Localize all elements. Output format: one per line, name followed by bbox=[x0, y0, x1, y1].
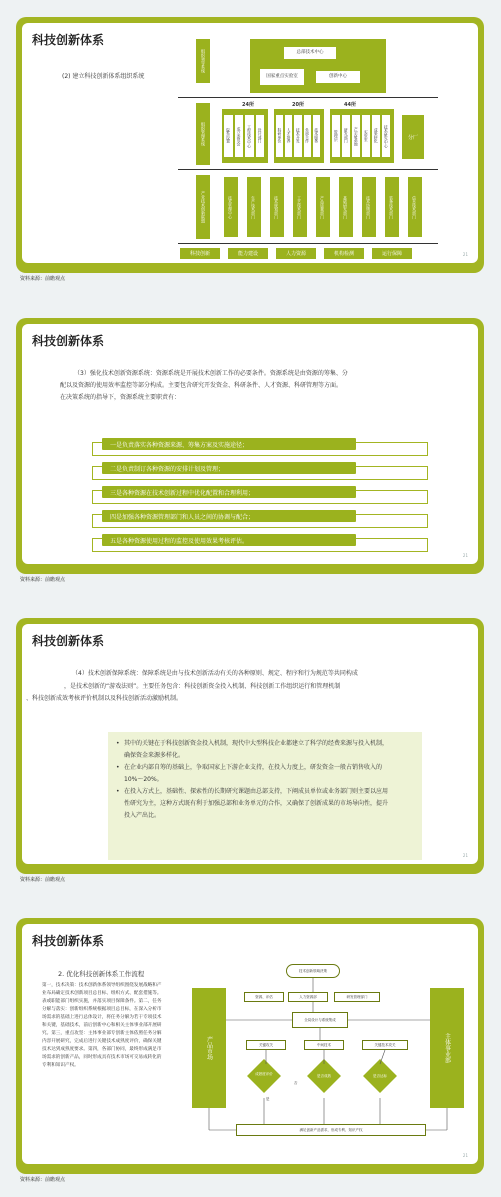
flow-node: 关键技术攻关 bbox=[362, 1040, 408, 1050]
slide-2-paragraph bbox=[60, 368, 450, 404]
exec-unit-box: 信息技术部门 bbox=[408, 177, 422, 237]
bullet-item: • 在投入方式上，基础性、探索性的长期研究课题由总部支持，下阐成员单位或业务部门则主要以应用 bbox=[116, 786, 414, 798]
duty-item: 一是负责落实各种资源来源、筹集方案及实施途径； bbox=[102, 438, 356, 450]
paragraph-line: （3）强化技术创新资源系统：资源系统是开展技术创新工作的必要条件。资源系统是由资源的筹集、分 bbox=[74, 370, 348, 377]
slide-4-paragraph: 第一，技术决策：技术创新体系领导组织围绕发展战略和产业布局确定技术创新项目总目标、组织方式、配套措施等。表或职能部门组织实施，并落实项目保障条件。第二，任务分解与落实：创新组织系统根据项目总目标，在深入分析市场需求的基础上进行总体设计，将任务分解为若干专项技术和关键，基础技术，前后创新中心和相关主体事业部开展研究。第三，重点攻坚：主体事业部专创新主体依照任务分解内容开展研究，完成后进行关键技术成熟度评价，确保关键技术达到成熟度要求。第四，各部门协同，最终形成满足市场需求的创新产品，同时形成具有技术市场可交易成转化的专利和知识产权。 bbox=[42, 983, 162, 1069]
footer-box: 机构检测 bbox=[324, 248, 364, 259]
slide-4-content bbox=[22, 924, 478, 1164]
group-item: 院系设置 bbox=[224, 115, 233, 157]
page-number: 21 bbox=[462, 252, 468, 257]
duty-item: 二是负责制订各种资源的安排计划及管理； bbox=[102, 462, 356, 474]
slide-2 bbox=[16, 318, 484, 583]
slide-title: 科技创新体系 bbox=[32, 634, 105, 648]
exec-unit-box: 工艺技术部门 bbox=[293, 177, 307, 237]
innovation-center: 创新中心 bbox=[316, 71, 360, 83]
footer-box: 能力建设 bbox=[228, 248, 268, 259]
slide-1 bbox=[16, 17, 484, 282]
slide-title: 科技创新体系 bbox=[32, 334, 105, 348]
exec-unit-box: 产品质量部门 bbox=[316, 177, 330, 237]
duty-item: 四是加强各种资源管理部门和人员之间的协调与配合； bbox=[102, 510, 356, 522]
group-count: 44所 bbox=[344, 102, 356, 108]
paragraph-line: 在决策系统的指导下，资源系统主要职责有： bbox=[60, 394, 181, 401]
group-item: 人才培养 bbox=[285, 115, 292, 157]
group-item: 管理层 bbox=[332, 115, 340, 157]
group-item: 成立委员会 bbox=[235, 115, 244, 157]
branch-box: 分厂 bbox=[402, 115, 424, 159]
flow-row1-box: 人力资源部 bbox=[288, 992, 328, 1002]
exec-unit-box: 生产技术部门 bbox=[247, 177, 261, 237]
group-item: 技术服务 bbox=[313, 115, 320, 157]
slide-4-subtitle: 2. 优化科技创新体系工作流程 bbox=[58, 970, 145, 978]
duty-item: 五是各种资源使用过程的监控及使用效果考核评估。 bbox=[102, 534, 356, 546]
group-item: 研发部门 bbox=[342, 115, 350, 157]
slide-3 bbox=[16, 618, 484, 883]
exec-unit-box: 技术协调部门 bbox=[362, 177, 376, 237]
hq-tech-center: 总部技术中心 bbox=[284, 47, 336, 59]
page-number: 21 bbox=[462, 853, 468, 858]
slide-title: 科技创新体系 bbox=[32, 33, 105, 47]
group-item: 外部合作 bbox=[304, 115, 311, 157]
flow-diamond-label: 是否成熟 bbox=[317, 1074, 331, 1078]
group-item: 工程技术中心 bbox=[245, 115, 254, 157]
group-item: 技术开发 bbox=[294, 115, 301, 157]
paragraph-line: 、科技创新成效考核评价机制以及科技创新活动激励机制。 bbox=[26, 695, 183, 703]
divider-line bbox=[178, 169, 438, 170]
flow-no-label: 否 bbox=[294, 1081, 298, 1085]
source-note: 资料来源：前瞻观点 bbox=[20, 877, 66, 883]
source-note: 资料来源：前瞻观点 bbox=[20, 577, 66, 583]
page-number: 21 bbox=[462, 553, 468, 558]
bullet-continuation: 投入产出比。 bbox=[124, 812, 161, 819]
slide-3-paragraph bbox=[26, 668, 446, 706]
group-item: 实验室 bbox=[362, 115, 370, 157]
flow-left-side: 产品市场 bbox=[192, 988, 226, 1108]
flow-bottom: 满足创新产品需求，形成专利、知识产权 bbox=[236, 1124, 426, 1136]
group-item: 科研单位 bbox=[276, 115, 283, 157]
flow-row1-box: 资源、评估 bbox=[244, 992, 284, 1002]
flow-row1-box: 研发管理部门 bbox=[334, 992, 380, 1002]
bullet-item: • 在企业内部自筹的基础上，争取国家上下游企业支持，在投入力度上，研发资金一般占销售收入的 bbox=[116, 762, 414, 774]
group-item: 设计部门 bbox=[256, 115, 265, 157]
slide-2-content bbox=[22, 324, 478, 564]
slide-1-subtitle: (2) 建立科技创新体系组织系统 bbox=[62, 73, 145, 80]
exec-unit-box: 装备技术部门 bbox=[385, 177, 399, 237]
flow-diamond-label: 成熟度评价 bbox=[255, 1072, 273, 1076]
group-count: 24所 bbox=[242, 102, 254, 108]
national-lab: 国家重点实验室 bbox=[260, 69, 304, 85]
exec-unit-box: 基础研发部门 bbox=[339, 177, 353, 237]
flow-right-side: 主体事业部 bbox=[430, 988, 464, 1108]
leader-system-label: 组织领导系统 bbox=[196, 39, 210, 83]
exec-unit-box: 技术规划部门 bbox=[270, 177, 284, 237]
bullet-continuation: 性研究为主，这种方式既有利于加强总部和业务单元的合作，又确保了创新成果的市场导向性，提升 bbox=[124, 800, 389, 807]
exec-system-label: 产业技术创新联盟 bbox=[196, 175, 210, 239]
paragraph-line: ，是技术创新的“游戏法则”。主要任务包含：科技创新资金投入机制、科技创新工作组织运行和管理机制 bbox=[64, 682, 341, 690]
source-note: 资料来源：前瞻观点 bbox=[20, 276, 66, 282]
slide-title: 科技创新体系 bbox=[32, 934, 105, 948]
duty-item: 三是各种资源在技术创新过程中优化配置和合理利用； bbox=[102, 486, 356, 498]
page-number: 21 bbox=[462, 1153, 468, 1158]
slide-1-content bbox=[22, 23, 478, 263]
divider-line bbox=[178, 97, 438, 98]
source-note: 资料来源：前瞻观点 bbox=[20, 1177, 66, 1183]
divider-line bbox=[178, 243, 438, 244]
paragraph-line: 配以及资源的使用效率监控等部分构成。主要包含研究开发资金、科研条件、人才资源、科研管理等方面。 bbox=[60, 382, 343, 389]
flow-node: 中间技术 bbox=[304, 1040, 344, 1050]
flow-node: 关键攻关 bbox=[246, 1040, 286, 1050]
flow-mid1: 全局设计与系统集成 bbox=[292, 1012, 348, 1028]
footer-box: 人力资源 bbox=[276, 248, 316, 259]
exec-unit-box: 技术管理中心 bbox=[224, 177, 238, 237]
bullet-item: • 其中的关键在于科技创新资金投入机制，现代中大型科技企业都建立了科学的经费来源与投入机制， bbox=[116, 738, 414, 750]
bullet-continuation: 确保资金来源多样化。 bbox=[124, 752, 185, 759]
group-item: 成果转化 bbox=[372, 115, 380, 157]
slide-3-content bbox=[22, 624, 478, 864]
group-item: 技术研究中心 bbox=[382, 115, 390, 157]
bullet-list bbox=[108, 732, 422, 860]
flow-top: 技术创新领域決策 bbox=[286, 964, 340, 978]
bullet-continuation: 10%～20%。 bbox=[124, 776, 163, 783]
group-count: 20所 bbox=[292, 102, 304, 108]
slide-4 bbox=[16, 918, 484, 1183]
group-item: 产学研基地 bbox=[352, 115, 360, 157]
footer-box: 运行保障 bbox=[372, 248, 412, 259]
mgmt-system-label: 组织管理系统 bbox=[196, 103, 210, 165]
flow-yes-label: 是 bbox=[266, 1097, 270, 1101]
paragraph-line: （4）技术创新保障系统：保障系统是由与技术创新活动有关的各种原则、规定、程序和行为规范等共同构成 bbox=[72, 670, 358, 677]
flow-diamond-label: 是否达标 bbox=[373, 1074, 387, 1078]
footer-box: 科技创新 bbox=[180, 248, 220, 259]
